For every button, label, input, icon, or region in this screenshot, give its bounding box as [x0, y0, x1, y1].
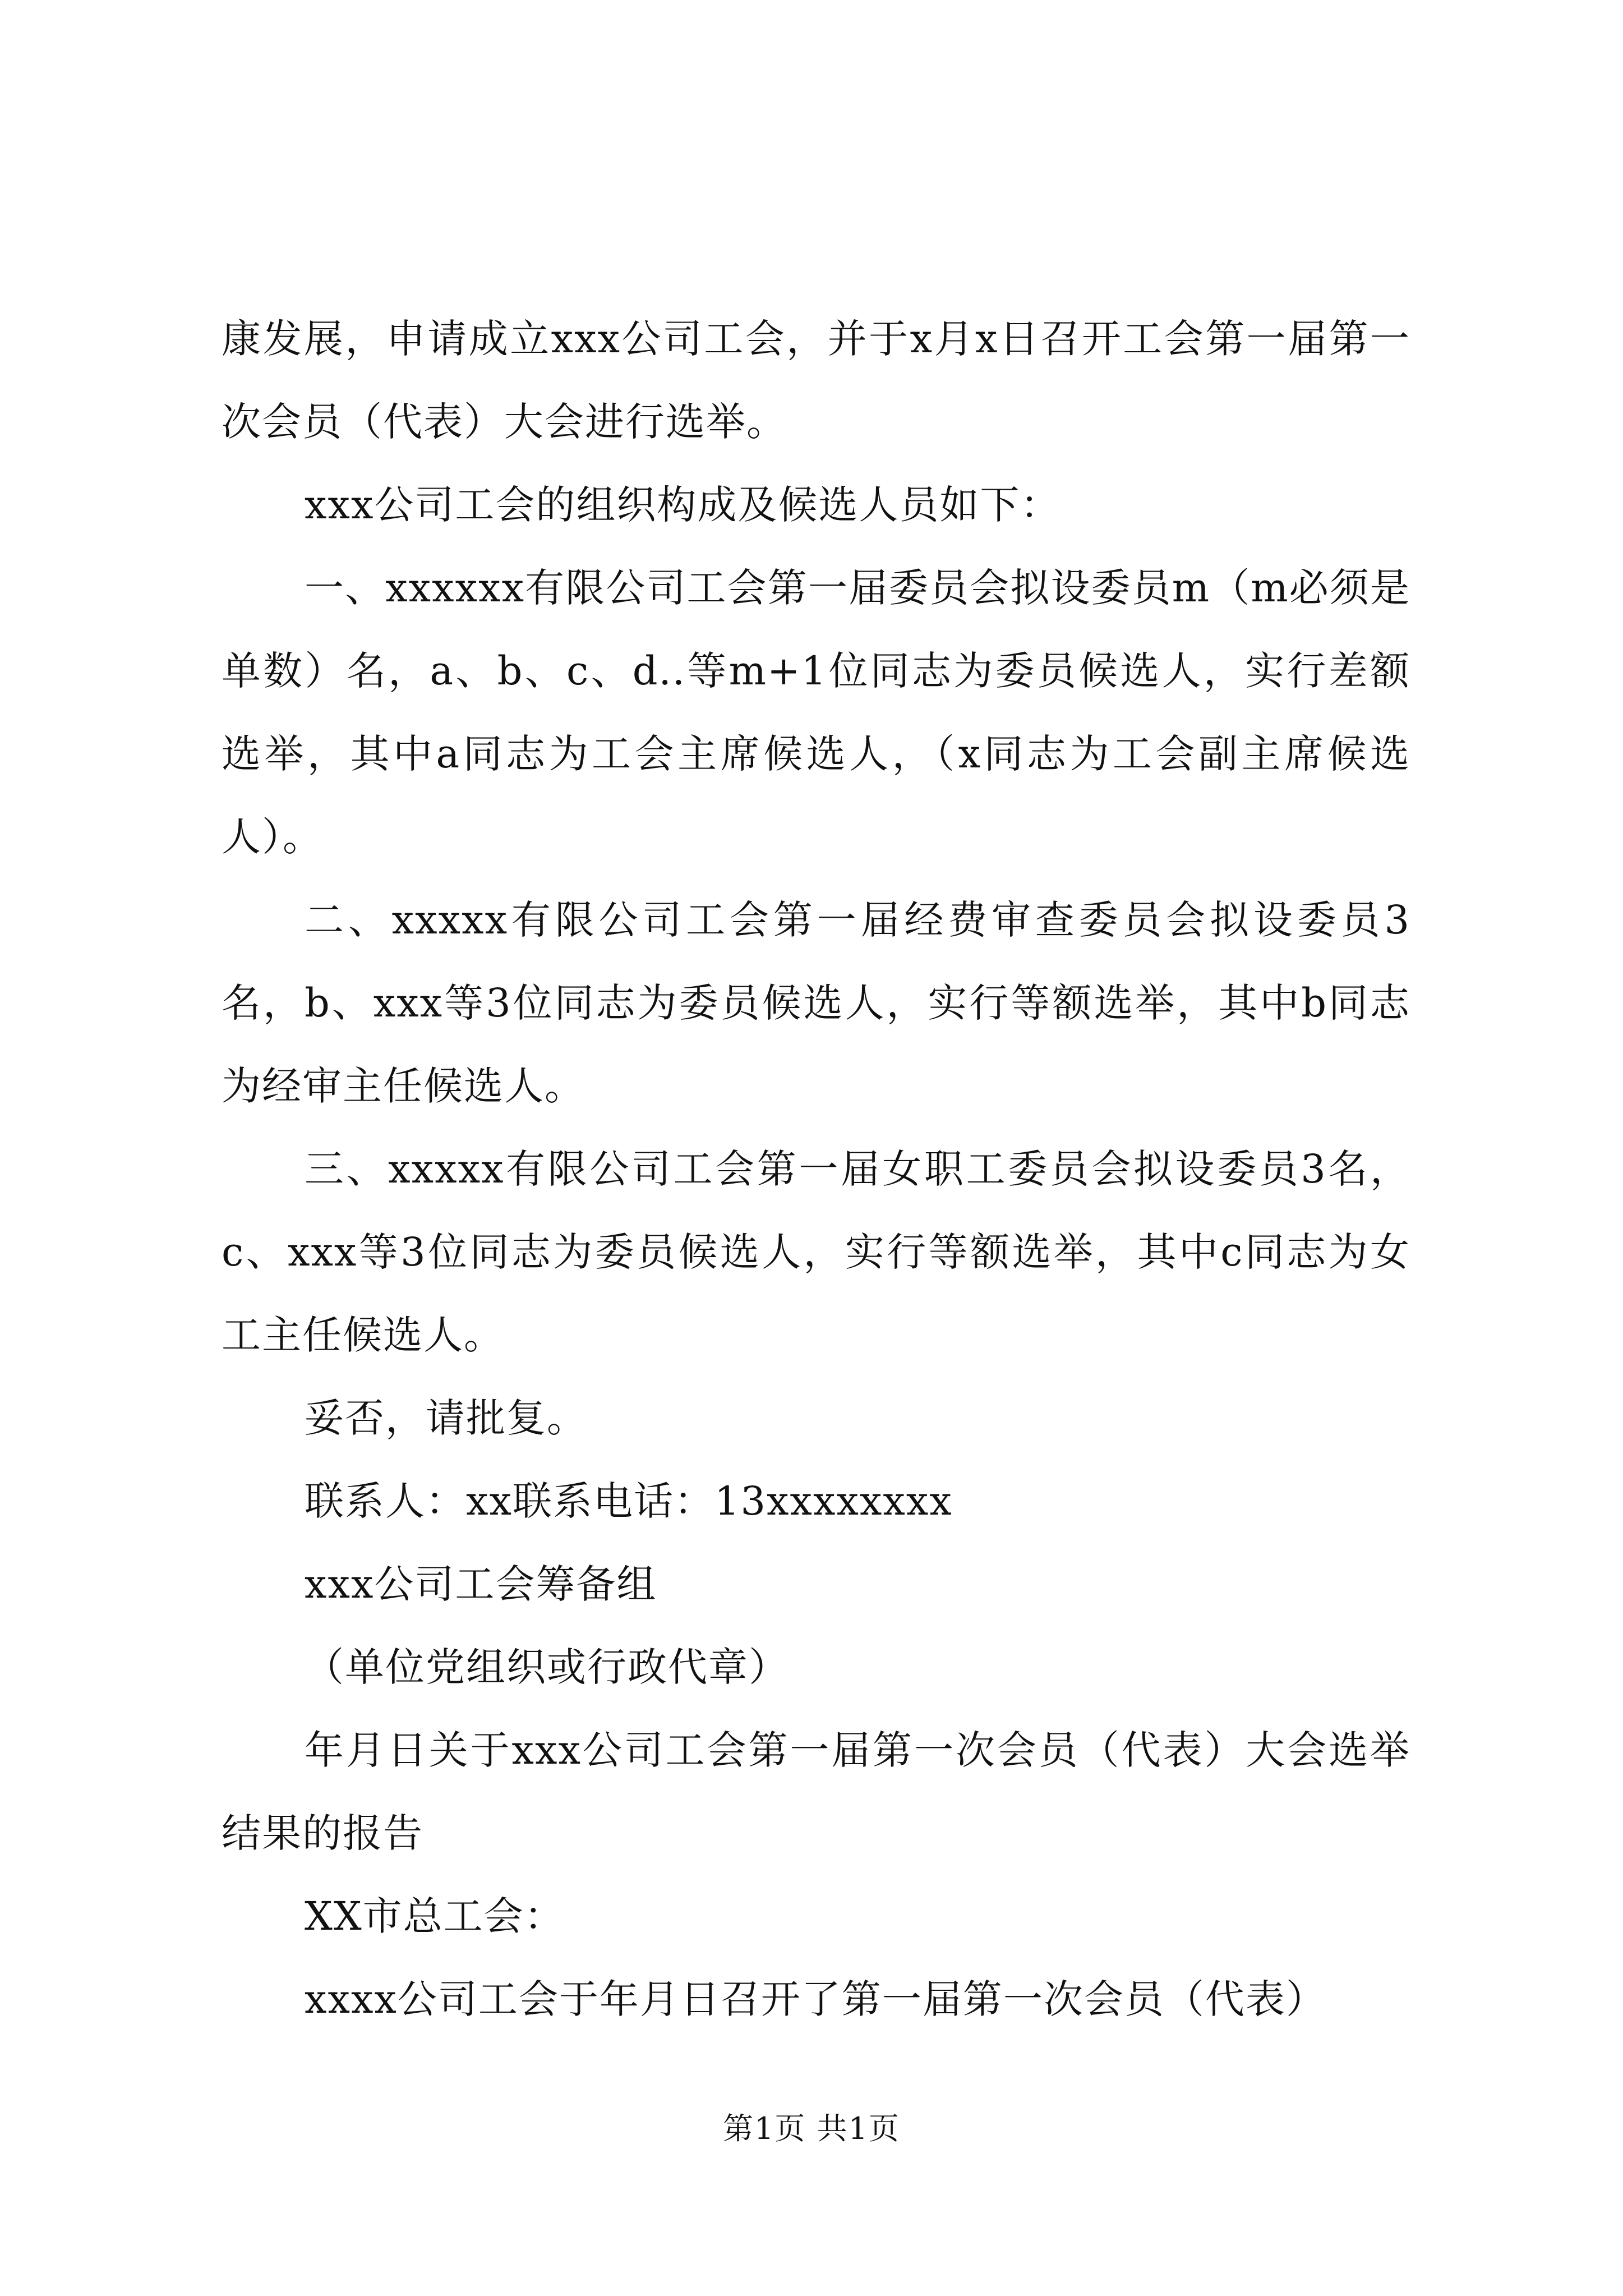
page-footer: 第1页 共1页 — [723, 2111, 900, 2146]
paragraph-request-approval: 妥否，请批复。 — [305, 1395, 587, 1441]
paragraph-signatory: xxx公司工会筹备组 — [305, 1561, 657, 1607]
paragraph-composition-lead: xxx公司工会的组织构成及候选人员如下： — [305, 482, 1061, 528]
paragraph-seal-note: （单位党组织或行政代章） — [305, 1644, 789, 1690]
paragraph-audit-committee: 二、xxxxx有限公司工会第一届经费审查委员会拟设委员3名，b、xxx等3位同志为委员候选人，实行等额选举，其中b同志为经审主任候选人。 — [222, 897, 1410, 1109]
paragraph-contact: 联系人：xx联系电话：13xxxxxxxx — [305, 1478, 953, 1524]
paragraph-report-body: xxxx公司工会于年月日召开了第一届第一次会员（代表） — [305, 1976, 1326, 2022]
paragraph-addressee: XX市总工会： — [305, 1893, 565, 1939]
paragraph-intro-continuation: 康发展，申请成立xxx公司工会，并于x月x日召开工会第一届第一次会员（代表）大会进行选举。 — [222, 316, 1410, 445]
paragraph-report-title: 年月日关于xxx公司工会第一届第一次会员（代表）大会选举结果的报告 — [222, 1727, 1410, 1856]
paragraph-committee: 一、xxxxxx有限公司工会第一届委员会拟设委员m（m必须是单数）名，a、b、c、d..等m+1位同志为委员候选人，实行差额选举，其中a同志为工会主席候选人，（x同志为工会副主席候选人）。 — [222, 565, 1410, 860]
paragraph-women-committee: 三、xxxxx有限公司工会第一届女职工委员会拟设委员3名，c、xxx等3位同志为委员候选人，实行等额选举，其中c同志为女工主任候选人。 — [222, 1146, 1410, 1358]
document-body — [222, 297, 1410, 2041]
